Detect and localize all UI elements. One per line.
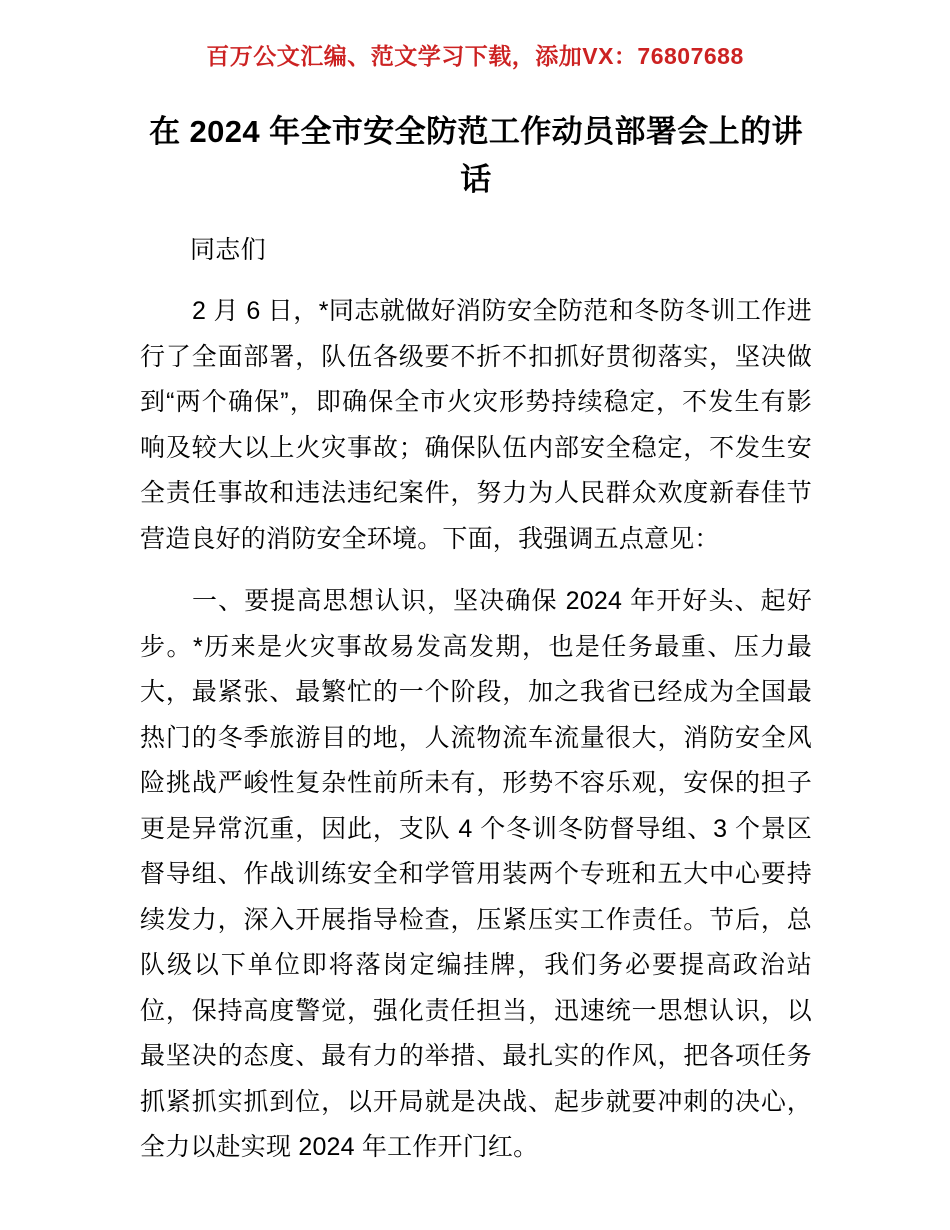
body-paragraph-2: 一、要提高思想认识，坚决确保 2024 年开好头、起好步。*历来是火灾事故易发高发期，也是任务最重、压力最大，最紧张、最繁忙的一个阶段，加之我省已经成为全国最热门的冬季旅游目的地，人流物流车流量很大，消防安全风险挑战严峻性复杂性前所未有，形势不容乐观，安保的担子更是异常沉重，因此，支队 4 个冬训冬防督导组、3 个景区督导组、作战训练安全和学管用装两个专班和五大中心要持续发力，深入开展指导检查，压紧压实工作责任。节后，总队级以下单位即将落岗定编挂牌，我们务必要提高政治站位，保持高度警觉，强化责任担当，迅速统一思想认识，以最坚决的态度、最有力的举措、最扎实的作风，把各项任务抓紧抓实抓到位，以开局就是决战、起步就要冲刺的决心，全力以赴实现 2024 年工作开门红。 xyxy=(140,587,812,1161)
promo-watermark-banner: 百万公文汇编、范文学习下载，添加VX：76807688 xyxy=(206,43,744,69)
document-title: 在 2024 年全市安全防范工作动员部署会上的讲话 xyxy=(149,114,803,197)
salutation-line: 同志们 xyxy=(190,236,266,264)
document-body xyxy=(140,108,812,1171)
body-paragraph-1: 2 月 6 日，*同志就做好消防安全防范和冬防冬训工作进行了全面部署，队伍各级要不折不扣抓好贯彻落实，坚决做到“两个确保”，即确保全市火灾形势持续稳定，不发生有影响及较大以上火灾事故；确保队伍内部安全稳定，不发生安全责任事故和违法违纪案件，努力为人民群众欢度新春佳节营造良好的消防安全环境。下面，我强调五点意见： xyxy=(140,297,812,553)
